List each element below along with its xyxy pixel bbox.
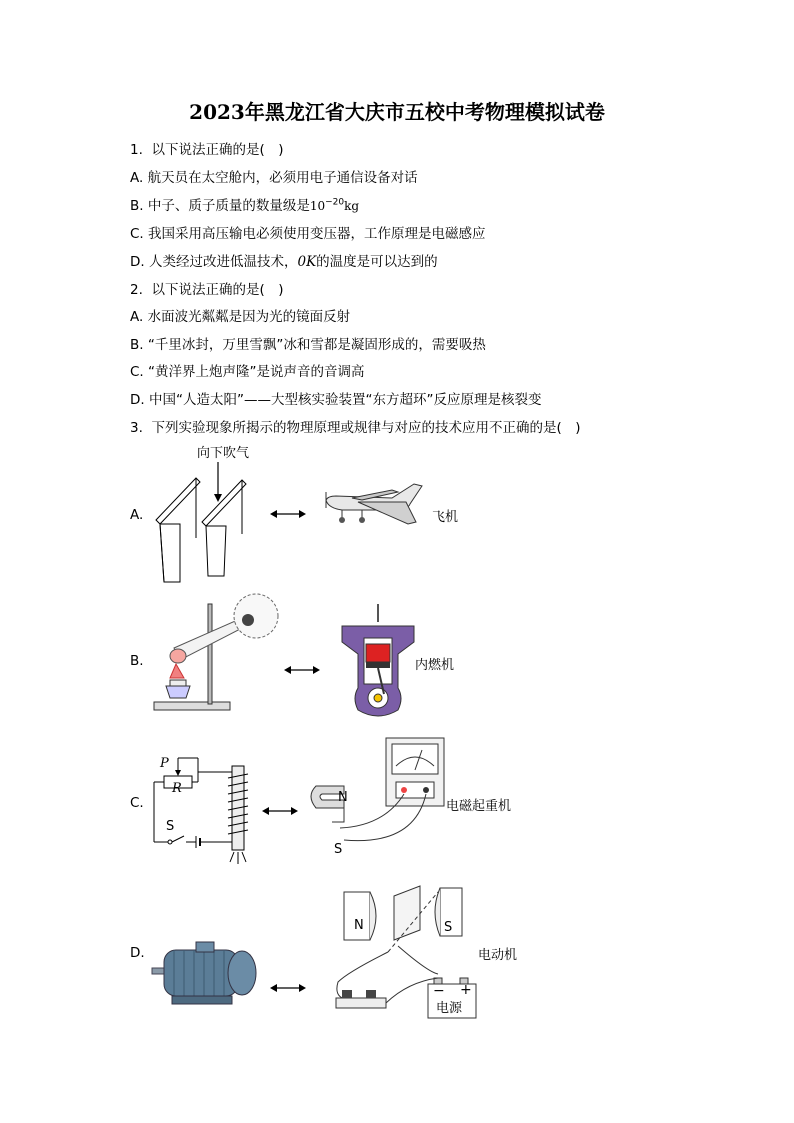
option-text: 航天员在太空舱内，必须用电子通信设备对话 xyxy=(147,170,418,186)
figure-c-label: C. xyxy=(130,795,144,811)
paper-title: 2023年黑龙江省大庆市五校中考物理模拟试卷 xyxy=(189,100,605,124)
question-number: 1. xyxy=(130,142,143,158)
option-text: 我国采用高压输电必须使用变压器，工作原理是电磁感应 xyxy=(148,226,486,242)
question-number: 3. xyxy=(130,420,143,436)
unit: kg xyxy=(344,199,360,213)
double-arrow-c xyxy=(262,803,298,819)
option-label: B. xyxy=(130,337,144,353)
option-1d xyxy=(130,250,438,270)
double-arrow-a xyxy=(270,506,306,522)
question-text: 下列实验现象所揭示的物理原理或规律与对应的技术应用不正确的是( ) xyxy=(151,420,581,436)
option-label: C. xyxy=(130,226,144,242)
question-text: 以下说法正确的是( ) xyxy=(151,282,284,298)
paper-strips-figure xyxy=(150,458,260,588)
motor-n-label: N xyxy=(354,918,364,933)
figure-a-label: A. xyxy=(130,507,144,523)
blow-down-label: 向下吹气 xyxy=(197,446,250,461)
battery-minus-label: − xyxy=(433,983,445,999)
option-2a xyxy=(130,305,350,325)
airplane-label: 飞机 xyxy=(432,510,459,525)
option-text: 中国“人造太阳”——大型核实验装置“东方超环”反应原理是核裂变 xyxy=(148,392,542,408)
option-label: B. xyxy=(130,198,144,214)
option-text: 水面波光粼粼是因为光的镜面反射 xyxy=(147,309,351,325)
circuit-r-label: R xyxy=(172,781,182,796)
question-3-stem xyxy=(130,416,581,436)
question-2-stem xyxy=(130,278,284,298)
engine-figure xyxy=(338,602,418,722)
question-number: 2. xyxy=(130,282,143,298)
number-base: 10 xyxy=(309,199,326,213)
circuit-s-label: S xyxy=(166,819,175,834)
question-1-stem xyxy=(130,138,284,158)
figure-d-label: D. xyxy=(130,945,145,961)
battery-plus-label: + xyxy=(460,982,472,998)
power-source-label: 电源 xyxy=(436,1001,463,1016)
temperature-value: 0K xyxy=(297,254,317,270)
figure-b-label: B. xyxy=(130,653,144,669)
option-text: “黄洋界上炮声隆”是说声音的音调高 xyxy=(148,364,365,380)
option-label: A. xyxy=(130,170,144,186)
option-1b xyxy=(130,194,359,214)
option-1a xyxy=(130,166,418,186)
number-exponent: −20 xyxy=(325,197,345,208)
electric-motor-icon xyxy=(150,940,260,1010)
double-arrow-d xyxy=(270,980,306,996)
option-label: C. xyxy=(130,364,144,380)
double-arrow-b xyxy=(284,662,320,678)
option-label: D. xyxy=(130,392,145,408)
airplane-icon xyxy=(322,478,432,538)
option-text: 中子、质子质量的数量级是 xyxy=(147,198,310,214)
motor-s-label: S xyxy=(444,920,453,935)
circuit-p-label: P xyxy=(160,756,169,771)
option-text: “千里冰封，万里雪飘”冰和雪都是凝固形成的，需要吸热 xyxy=(147,337,486,353)
option-2d xyxy=(130,388,541,408)
option-1c xyxy=(130,222,486,242)
steam-experiment-figure xyxy=(150,594,285,716)
engine-label: 内燃机 xyxy=(415,658,455,673)
option-2c xyxy=(130,360,365,380)
magnet-n-label: N xyxy=(338,790,348,805)
magnet-s-label: S xyxy=(334,842,343,857)
motor-label: 电动机 xyxy=(478,948,518,963)
option-label: D. xyxy=(130,254,145,270)
option-label: A. xyxy=(130,309,144,325)
option-text-end: 的温度是可以达到的 xyxy=(316,254,438,270)
crane-label: 电磁起重机 xyxy=(446,799,512,814)
question-text: 以下说法正确的是( ) xyxy=(151,142,284,158)
option-text: 人类经过改进低温技术， xyxy=(148,254,298,270)
galvanometer-figure xyxy=(304,736,448,852)
option-2b xyxy=(130,333,486,353)
